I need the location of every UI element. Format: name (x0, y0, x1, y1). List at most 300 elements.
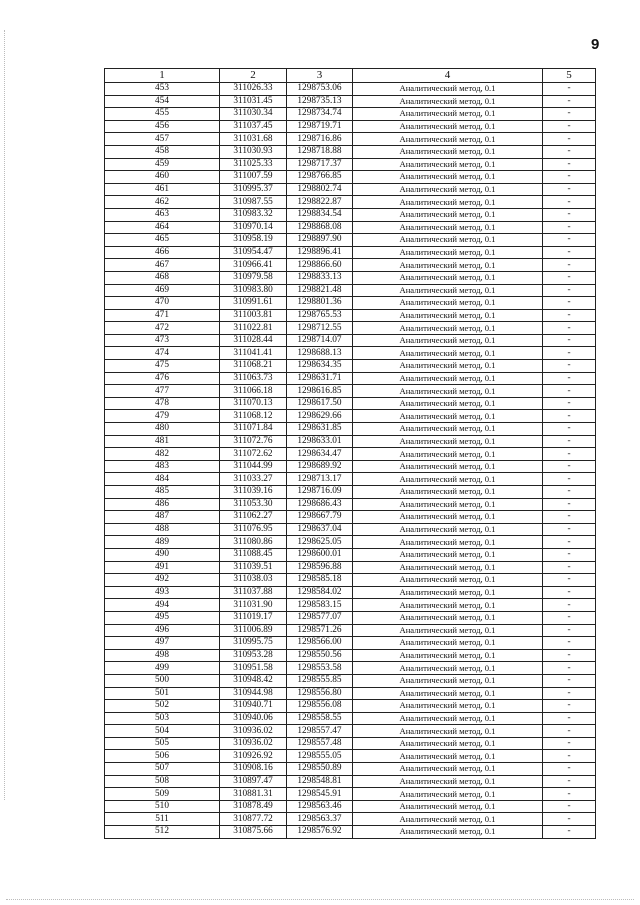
table-row (105, 397, 596, 410)
x-coordinate-cell: 311072.62 (220, 448, 287, 461)
method-cell: Аналитический метод, 0.1 (353, 637, 543, 650)
method-cell: Аналитический метод, 0.1 (353, 750, 543, 763)
x-coordinate-cell: 311031.68 (220, 133, 287, 146)
method-cell: Аналитический метод, 0.1 (353, 410, 543, 423)
table-row (105, 473, 596, 486)
table-row (105, 624, 596, 637)
y-coordinate-cell: 1298577.07 (287, 611, 353, 624)
x-coordinate-cell: 311053.30 (220, 498, 287, 511)
x-coordinate-cell: 311044.99 (220, 460, 287, 473)
point-number-cell: 458 (105, 145, 220, 158)
method-cell: Аналитический метод, 0.1 (353, 813, 543, 826)
y-coordinate-cell: 1298556.08 (287, 700, 353, 713)
y-coordinate-cell: 1298802.74 (287, 183, 353, 196)
point-number-cell: 462 (105, 196, 220, 209)
method-cell: Аналитический метод, 0.1 (353, 448, 543, 461)
x-coordinate-cell: 311031.90 (220, 599, 287, 612)
point-number-cell: 495 (105, 611, 220, 624)
col5-cell: - (543, 737, 596, 750)
header-row (105, 69, 596, 83)
col5-cell: - (543, 473, 596, 486)
method-cell: Аналитический метод, 0.1 (353, 473, 543, 486)
table-row (105, 448, 596, 461)
col5-cell: - (543, 221, 596, 234)
y-coordinate-cell: 1298631.71 (287, 372, 353, 385)
table-row (105, 800, 596, 813)
method-cell: Аналитический метод, 0.1 (353, 423, 543, 436)
point-number-cell: 498 (105, 649, 220, 662)
x-coordinate-cell: 310995.37 (220, 183, 287, 196)
table-row (105, 297, 596, 310)
col5-cell: - (543, 548, 596, 561)
col5-cell: - (543, 826, 596, 839)
y-coordinate-cell: 1298563.46 (287, 800, 353, 813)
table-row (105, 246, 596, 259)
x-coordinate-cell: 310983.80 (220, 284, 287, 297)
table-row (105, 347, 596, 360)
col5-cell: - (543, 246, 596, 259)
col5-cell: - (543, 800, 596, 813)
method-cell: Аналитический метод, 0.1 (353, 183, 543, 196)
x-coordinate-cell: 310936.02 (220, 725, 287, 738)
method-cell: Аналитический метод, 0.1 (353, 611, 543, 624)
table-row (105, 599, 596, 612)
y-coordinate-cell: 1298637.04 (287, 523, 353, 536)
y-coordinate-cell: 1298550.89 (287, 763, 353, 776)
y-coordinate-cell: 1298545.91 (287, 788, 353, 801)
method-cell: Аналитический метод, 0.1 (353, 360, 543, 373)
y-coordinate-cell: 1298735.13 (287, 95, 353, 108)
x-coordinate-cell: 311025.33 (220, 158, 287, 171)
col5-cell: - (543, 712, 596, 725)
method-cell: Аналитический метод, 0.1 (353, 196, 543, 209)
point-number-cell: 511 (105, 813, 220, 826)
point-number-cell: 459 (105, 158, 220, 171)
point-number-cell: 473 (105, 334, 220, 347)
col5-cell: - (543, 813, 596, 826)
table-row (105, 95, 596, 108)
col5-cell: - (543, 297, 596, 310)
table-row (105, 674, 596, 687)
point-number-cell: 512 (105, 826, 220, 839)
table-row (105, 737, 596, 750)
y-coordinate-cell: 1298633.01 (287, 435, 353, 448)
table-row (105, 372, 596, 385)
x-coordinate-cell: 311037.88 (220, 586, 287, 599)
coordinates-table (104, 68, 596, 839)
method-cell: Аналитический метод, 0.1 (353, 700, 543, 713)
point-number-cell: 475 (105, 360, 220, 373)
point-number-cell: 488 (105, 523, 220, 536)
col5-cell: - (543, 448, 596, 461)
point-number-cell: 510 (105, 800, 220, 813)
method-cell: Аналитический метод, 0.1 (353, 486, 543, 499)
x-coordinate-cell: 311072.76 (220, 435, 287, 448)
x-coordinate-cell: 310908.16 (220, 763, 287, 776)
x-coordinate-cell: 310954.47 (220, 246, 287, 259)
x-coordinate-cell: 311068.21 (220, 360, 287, 373)
method-cell: Аналитический метод, 0.1 (353, 599, 543, 612)
y-coordinate-cell: 1298718.88 (287, 145, 353, 158)
col5-cell: - (543, 145, 596, 158)
y-coordinate-cell: 1298558.55 (287, 712, 353, 725)
x-coordinate-cell: 311033.27 (220, 473, 287, 486)
x-coordinate-cell: 311039.51 (220, 561, 287, 574)
x-coordinate-cell: 310940.71 (220, 700, 287, 713)
method-cell: Аналитический метод, 0.1 (353, 120, 543, 133)
point-number-cell: 453 (105, 83, 220, 96)
y-coordinate-cell: 1298563.37 (287, 813, 353, 826)
table-row (105, 712, 596, 725)
method-cell: Аналитический метод, 0.1 (353, 674, 543, 687)
point-number-cell: 504 (105, 725, 220, 738)
x-coordinate-cell: 311030.93 (220, 145, 287, 158)
method-cell: Аналитический метод, 0.1 (353, 511, 543, 524)
table-row (105, 133, 596, 146)
method-cell: Аналитический метод, 0.1 (353, 548, 543, 561)
table-body (105, 83, 596, 839)
header-col-1: 1 (105, 69, 220, 83)
table-row (105, 649, 596, 662)
col5-cell: - (543, 133, 596, 146)
x-coordinate-cell: 311026.33 (220, 83, 287, 96)
table-row (105, 813, 596, 826)
method-cell: Аналитический метод, 0.1 (353, 297, 543, 310)
y-coordinate-cell: 1298625.05 (287, 536, 353, 549)
table-row (105, 196, 596, 209)
point-number-cell: 489 (105, 536, 220, 549)
table-row (105, 108, 596, 121)
point-number-cell: 496 (105, 624, 220, 637)
x-coordinate-cell: 311070.13 (220, 397, 287, 410)
col5-cell: - (543, 763, 596, 776)
point-number-cell: 457 (105, 133, 220, 146)
y-coordinate-cell: 1298717.37 (287, 158, 353, 171)
x-coordinate-cell: 310944.98 (220, 687, 287, 700)
method-cell: Аналитический метод, 0.1 (353, 788, 543, 801)
col5-cell: - (543, 674, 596, 687)
x-coordinate-cell: 310926.92 (220, 750, 287, 763)
col5-cell: - (543, 637, 596, 650)
point-number-cell: 470 (105, 297, 220, 310)
method-cell: Аналитический метод, 0.1 (353, 133, 543, 146)
y-coordinate-cell: 1298896.41 (287, 246, 353, 259)
header-col-2: 2 (220, 69, 287, 83)
method-cell: Аналитический метод, 0.1 (353, 246, 543, 259)
table-row (105, 234, 596, 247)
table-row (105, 486, 596, 499)
y-coordinate-cell: 1298868.08 (287, 221, 353, 234)
point-number-cell: 506 (105, 750, 220, 763)
method-cell: Аналитический метод, 0.1 (353, 574, 543, 587)
x-coordinate-cell: 311062.27 (220, 511, 287, 524)
method-cell: Аналитический метод, 0.1 (353, 826, 543, 839)
table-row (105, 221, 596, 234)
x-coordinate-cell: 310936.02 (220, 737, 287, 750)
x-coordinate-cell: 311088.45 (220, 548, 287, 561)
point-number-cell: 466 (105, 246, 220, 259)
y-coordinate-cell: 1298631.85 (287, 423, 353, 436)
x-coordinate-cell: 311030.34 (220, 108, 287, 121)
y-coordinate-cell: 1298555.05 (287, 750, 353, 763)
col5-cell: - (543, 284, 596, 297)
x-coordinate-cell: 310951.58 (220, 662, 287, 675)
x-coordinate-cell: 310983.32 (220, 208, 287, 221)
header-col-4: 4 (353, 69, 543, 83)
col5-cell: - (543, 397, 596, 410)
table-row (105, 360, 596, 373)
method-cell: Аналитический метод, 0.1 (353, 385, 543, 398)
table-row (105, 334, 596, 347)
table-row (105, 725, 596, 738)
table-row (105, 523, 596, 536)
col5-cell: - (543, 95, 596, 108)
col5-cell: - (543, 624, 596, 637)
point-number-cell: 485 (105, 486, 220, 499)
point-number-cell: 490 (105, 548, 220, 561)
y-coordinate-cell: 1298688.13 (287, 347, 353, 360)
method-cell: Аналитический метод, 0.1 (353, 649, 543, 662)
point-number-cell: 483 (105, 460, 220, 473)
method-cell: Аналитический метод, 0.1 (353, 763, 543, 776)
point-number-cell: 500 (105, 674, 220, 687)
table-row (105, 259, 596, 272)
method-cell: Аналитический метод, 0.1 (353, 435, 543, 448)
y-coordinate-cell: 1298557.48 (287, 737, 353, 750)
point-number-cell: 460 (105, 171, 220, 184)
x-coordinate-cell: 311063.73 (220, 372, 287, 385)
method-cell: Аналитический метод, 0.1 (353, 171, 543, 184)
method-cell: Аналитический метод, 0.1 (353, 234, 543, 247)
point-number-cell: 491 (105, 561, 220, 574)
x-coordinate-cell: 311007.59 (220, 171, 287, 184)
y-coordinate-cell: 1298667.79 (287, 511, 353, 524)
x-coordinate-cell: 311039.16 (220, 486, 287, 499)
col5-cell: - (543, 196, 596, 209)
col5-cell: - (543, 234, 596, 247)
col5-cell: - (543, 171, 596, 184)
table-row (105, 183, 596, 196)
col5-cell: - (543, 662, 596, 675)
point-number-cell: 479 (105, 410, 220, 423)
point-number-cell: 486 (105, 498, 220, 511)
y-coordinate-cell: 1298600.01 (287, 548, 353, 561)
point-number-cell: 487 (105, 511, 220, 524)
table-row (105, 536, 596, 549)
point-number-cell: 508 (105, 775, 220, 788)
y-coordinate-cell: 1298557.47 (287, 725, 353, 738)
header-col-5: 5 (543, 69, 596, 83)
x-coordinate-cell: 311006.89 (220, 624, 287, 637)
method-cell: Аналитический метод, 0.1 (353, 347, 543, 360)
table-row (105, 284, 596, 297)
y-coordinate-cell: 1298753.06 (287, 83, 353, 96)
point-number-cell: 484 (105, 473, 220, 486)
y-coordinate-cell: 1298714.07 (287, 334, 353, 347)
x-coordinate-cell: 311028.44 (220, 334, 287, 347)
table-row (105, 322, 596, 335)
col5-cell: - (543, 498, 596, 511)
method-cell: Аналитический метод, 0.1 (353, 83, 543, 96)
method-cell: Аналитический метод, 0.1 (353, 498, 543, 511)
y-coordinate-cell: 1298634.35 (287, 360, 353, 373)
binding-edge-marks (4, 30, 7, 800)
y-coordinate-cell: 1298616.85 (287, 385, 353, 398)
method-cell: Аналитический метод, 0.1 (353, 372, 543, 385)
x-coordinate-cell: 311080.86 (220, 536, 287, 549)
y-coordinate-cell: 1298716.86 (287, 133, 353, 146)
point-number-cell: 469 (105, 284, 220, 297)
col5-cell: - (543, 334, 596, 347)
table-row (105, 700, 596, 713)
method-cell: Аналитический метод, 0.1 (353, 523, 543, 536)
col5-cell: - (543, 750, 596, 763)
table-row (105, 498, 596, 511)
method-cell: Аналитический метод, 0.1 (353, 322, 543, 335)
y-coordinate-cell: 1298576.92 (287, 826, 353, 839)
y-coordinate-cell: 1298550.56 (287, 649, 353, 662)
method-cell: Аналитический метод, 0.1 (353, 284, 543, 297)
point-number-cell: 494 (105, 599, 220, 612)
table-row (105, 611, 596, 624)
point-number-cell: 507 (105, 763, 220, 776)
col5-cell: - (543, 271, 596, 284)
table-row (105, 511, 596, 524)
table-row (105, 410, 596, 423)
point-number-cell: 492 (105, 574, 220, 587)
table-row (105, 423, 596, 436)
method-cell: Аналитический метод, 0.1 (353, 309, 543, 322)
method-cell: Аналитический метод, 0.1 (353, 561, 543, 574)
page-bottom-edge (6, 899, 634, 900)
y-coordinate-cell: 1298834.54 (287, 208, 353, 221)
point-number-cell: 477 (105, 385, 220, 398)
x-coordinate-cell: 311066.18 (220, 385, 287, 398)
point-number-cell: 481 (105, 435, 220, 448)
col5-cell: - (543, 486, 596, 499)
point-number-cell: 478 (105, 397, 220, 410)
point-number-cell: 455 (105, 108, 220, 121)
table-row (105, 309, 596, 322)
point-number-cell: 472 (105, 322, 220, 335)
method-cell: Аналитический метод, 0.1 (353, 737, 543, 750)
col5-cell: - (543, 649, 596, 662)
col5-cell: - (543, 523, 596, 536)
point-number-cell: 471 (105, 309, 220, 322)
point-number-cell: 454 (105, 95, 220, 108)
table-row (105, 586, 596, 599)
y-coordinate-cell: 1298801.36 (287, 297, 353, 310)
y-coordinate-cell: 1298596.88 (287, 561, 353, 574)
table-row (105, 158, 596, 171)
method-cell: Аналитический метод, 0.1 (353, 334, 543, 347)
method-cell: Аналитический метод, 0.1 (353, 624, 543, 637)
point-number-cell: 465 (105, 234, 220, 247)
table-row (105, 561, 596, 574)
y-coordinate-cell: 1298734.74 (287, 108, 353, 121)
x-coordinate-cell: 310995.75 (220, 637, 287, 650)
col5-cell: - (543, 120, 596, 133)
point-number-cell: 456 (105, 120, 220, 133)
table-row (105, 788, 596, 801)
col5-cell: - (543, 599, 596, 612)
method-cell: Аналитический метод, 0.1 (353, 460, 543, 473)
point-number-cell: 476 (105, 372, 220, 385)
table-row (105, 548, 596, 561)
col5-cell: - (543, 108, 596, 121)
col5-cell: - (543, 775, 596, 788)
x-coordinate-cell: 311022.81 (220, 322, 287, 335)
x-coordinate-cell: 310987.55 (220, 196, 287, 209)
y-coordinate-cell: 1298821.48 (287, 284, 353, 297)
table-row (105, 460, 596, 473)
y-coordinate-cell: 1298897.90 (287, 234, 353, 247)
y-coordinate-cell: 1298713.17 (287, 473, 353, 486)
col5-cell: - (543, 309, 596, 322)
x-coordinate-cell: 310958.19 (220, 234, 287, 247)
table-row (105, 208, 596, 221)
table-row (105, 826, 596, 839)
point-number-cell: 509 (105, 788, 220, 801)
method-cell: Аналитический метод, 0.1 (353, 536, 543, 549)
x-coordinate-cell: 310875.66 (220, 826, 287, 839)
y-coordinate-cell: 1298719.71 (287, 120, 353, 133)
x-coordinate-cell: 310877.72 (220, 813, 287, 826)
method-cell: Аналитический метод, 0.1 (353, 800, 543, 813)
y-coordinate-cell: 1298585.18 (287, 574, 353, 587)
y-coordinate-cell: 1298555.85 (287, 674, 353, 687)
col5-cell: - (543, 360, 596, 373)
method-cell: Аналитический метод, 0.1 (353, 145, 543, 158)
table-header (105, 69, 596, 83)
method-cell: Аналитический метод, 0.1 (353, 271, 543, 284)
x-coordinate-cell: 311071.84 (220, 423, 287, 436)
table-row (105, 750, 596, 763)
point-number-cell: 467 (105, 259, 220, 272)
method-cell: Аналитический метод, 0.1 (353, 775, 543, 788)
x-coordinate-cell: 310991.61 (220, 297, 287, 310)
col5-cell: - (543, 574, 596, 587)
table-row (105, 574, 596, 587)
table-row (105, 662, 596, 675)
col5-cell: - (543, 423, 596, 436)
x-coordinate-cell: 311038.03 (220, 574, 287, 587)
method-cell: Аналитический метод, 0.1 (353, 208, 543, 221)
page-number: 9 (591, 36, 600, 53)
table-row (105, 171, 596, 184)
point-number-cell: 461 (105, 183, 220, 196)
col5-cell: - (543, 347, 596, 360)
x-coordinate-cell: 311003.81 (220, 309, 287, 322)
table-row (105, 83, 596, 96)
col5-cell: - (543, 586, 596, 599)
header-col-3: 3 (287, 69, 353, 83)
x-coordinate-cell: 310881.31 (220, 788, 287, 801)
x-coordinate-cell: 310878.49 (220, 800, 287, 813)
point-number-cell: 468 (105, 271, 220, 284)
y-coordinate-cell: 1298553.58 (287, 662, 353, 675)
table-row (105, 145, 596, 158)
col5-cell: - (543, 460, 596, 473)
x-coordinate-cell: 311031.45 (220, 95, 287, 108)
point-number-cell: 474 (105, 347, 220, 360)
y-coordinate-cell: 1298583.15 (287, 599, 353, 612)
col5-cell: - (543, 83, 596, 96)
method-cell: Аналитический метод, 0.1 (353, 95, 543, 108)
col5-cell: - (543, 410, 596, 423)
x-coordinate-cell: 311019.17 (220, 611, 287, 624)
table-row (105, 763, 596, 776)
